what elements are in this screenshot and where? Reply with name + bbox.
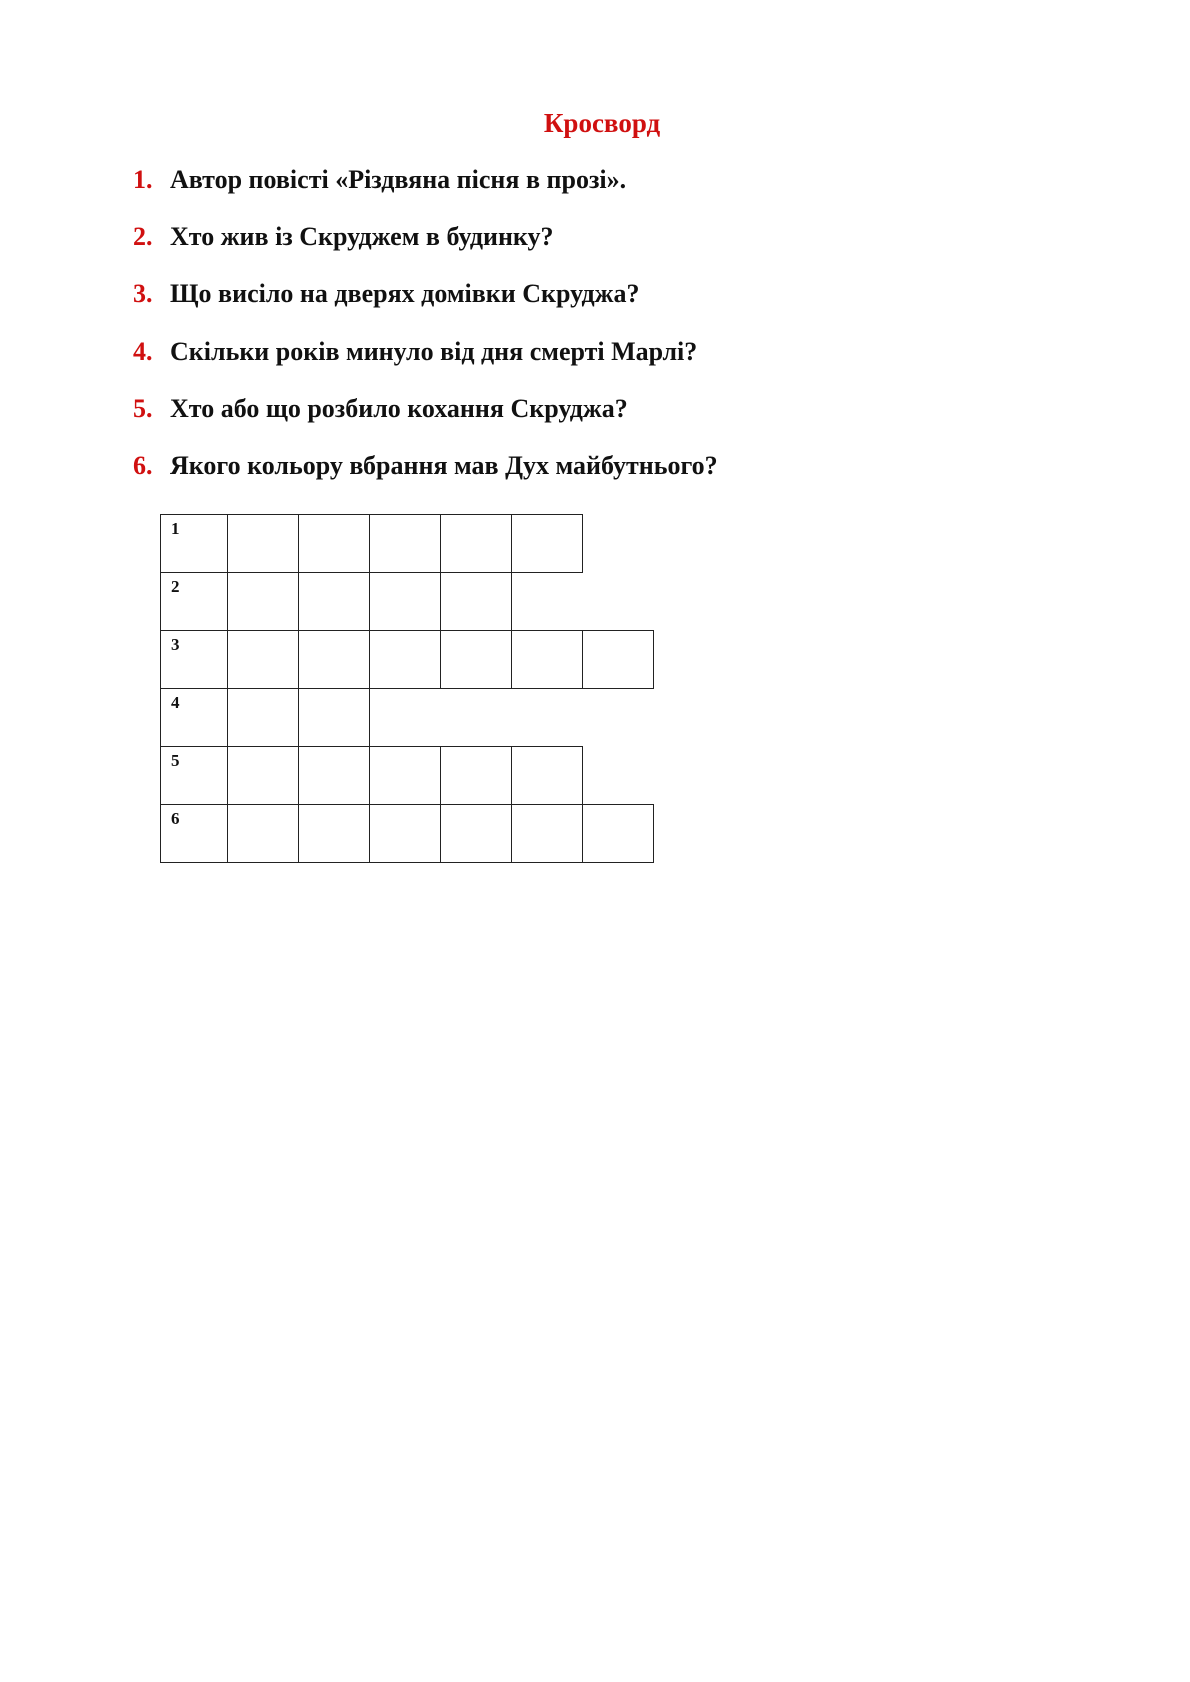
question-text: Хто або що розбило кохання Скруджа? <box>170 393 628 423</box>
crossword-cell[interactable] <box>160 514 228 573</box>
question-3 <box>133 276 718 333</box>
question-list <box>133 162 718 505</box>
crossword-cell[interactable] <box>511 514 583 573</box>
question-text: Скільки років минуло від дня смерті Марлі? <box>170 336 698 366</box>
crossword-cell[interactable] <box>227 514 299 573</box>
crossword-cell[interactable] <box>582 804 654 863</box>
crossword-cell[interactable] <box>511 746 583 805</box>
crossword-cell[interactable] <box>160 746 228 805</box>
page-title: Кросворд <box>543 108 661 138</box>
question-number: 4. <box>133 336 153 366</box>
crossword-row-number: 3 <box>171 635 180 654</box>
crossword-cell[interactable] <box>440 514 512 573</box>
crossword-cell[interactable] <box>369 514 441 573</box>
question-number: 3. <box>133 279 153 309</box>
crossword-cell[interactable] <box>440 572 512 631</box>
question-number: 5. <box>133 393 153 423</box>
crossword-cell[interactable] <box>298 572 370 631</box>
crossword-row-number: 4 <box>171 693 180 712</box>
crossword-cell[interactable] <box>160 572 228 631</box>
question-2 <box>133 219 718 276</box>
question-number: 6. <box>133 450 153 480</box>
crossword-cell[interactable] <box>298 630 370 689</box>
crossword-row-number: 2 <box>171 577 180 596</box>
crossword-cell[interactable] <box>369 572 441 631</box>
crossword-cell[interactable] <box>440 804 512 863</box>
question-text: Автор повісті «Різдвяна пісня в прозі». <box>170 165 627 194</box>
crossword-cell[interactable] <box>369 630 441 689</box>
crossword-cell[interactable] <box>298 804 370 863</box>
crossword-cell[interactable] <box>227 630 299 689</box>
crossword-cell[interactable] <box>369 746 441 805</box>
crossword-cell[interactable] <box>369 804 441 863</box>
question-1 <box>133 162 718 219</box>
crossword-cell[interactable] <box>511 630 583 689</box>
question-number: 2. <box>133 222 153 252</box>
question-number: 1. <box>133 165 153 194</box>
crossword-row-number: 5 <box>171 751 180 770</box>
crossword-cell[interactable] <box>298 688 370 747</box>
crossword-row-number: 6 <box>171 809 180 828</box>
crossword-cell[interactable] <box>227 746 299 805</box>
crossword-cell[interactable] <box>511 804 583 863</box>
question-4 <box>133 334 718 391</box>
crossword-cell[interactable] <box>440 746 512 805</box>
crossword-cell[interactable] <box>227 572 299 631</box>
question-text: Якого кольору вбрання мав Дух майбутнього? <box>170 450 718 480</box>
crossword-cell[interactable] <box>227 688 299 747</box>
crossword-cell[interactable] <box>440 630 512 689</box>
question-6 <box>133 448 718 505</box>
crossword-row-number: 1 <box>171 519 180 538</box>
crossword-cell[interactable] <box>227 804 299 863</box>
crossword-cell[interactable] <box>298 746 370 805</box>
crossword-cell[interactable] <box>160 804 228 863</box>
crossword-cell[interactable] <box>582 630 654 689</box>
question-5 <box>133 391 718 448</box>
crossword-cell[interactable] <box>298 514 370 573</box>
crossword-cell[interactable] <box>160 630 228 689</box>
question-text: Що висіло на дверях домівки Скруджа? <box>170 279 640 309</box>
question-text: Хто жив із Скруджем в будинку? <box>170 222 554 252</box>
crossword-cell[interactable] <box>160 688 228 747</box>
